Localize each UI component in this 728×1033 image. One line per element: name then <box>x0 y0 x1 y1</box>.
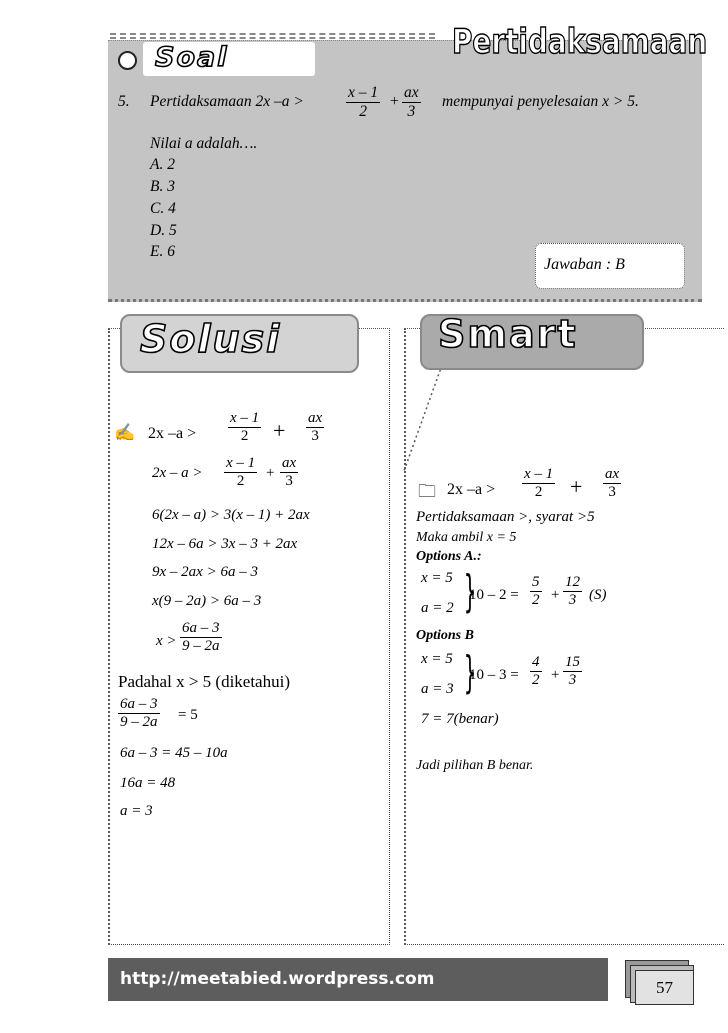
smart-option-b-frac1: $\frac{4}{2}$ <box>532 654 540 689</box>
smart-eq-frac2: $\frac{ax}{3}$ <box>605 466 620 501</box>
solusi-line-8: 6a – 3 = 45 – 10a <box>120 745 228 761</box>
solusi-line-2: 6(2x – a) > 3(x – 1) + 2ax <box>152 507 310 523</box>
smart-option-b-result: 7 = 7(benar) <box>421 711 499 727</box>
folder-icon: 🗀 <box>418 481 436 501</box>
solusi-line-9: 16a = 48 <box>120 775 176 791</box>
option-c: C. 4 <box>150 200 176 217</box>
smart-option-b-plus: + <box>551 667 560 683</box>
smart-option-b-lhs: 10 – 3 = <box>469 667 519 683</box>
footer-url[interactable]: http://meetabied.wordpress.com <box>108 958 608 1001</box>
smart-option-a-lhs: 10 – 2 = <box>469 587 519 603</box>
soal-title: Soal <box>155 42 229 73</box>
smart-option-a-a: a = 2 <box>421 600 454 616</box>
bullet-circle-icon <box>118 51 137 70</box>
solusi-l0-frac1: $\frac{x - 1}{2}$ <box>230 410 260 445</box>
smart-eq-plus: + <box>570 474 583 499</box>
option-a-brace-icon: } <box>463 566 477 617</box>
option-d: D. 5 <box>150 222 177 239</box>
smart-option-a-frac2: $\frac{12}{3}$ <box>565 574 580 609</box>
smart-note-1: Pertidaksamaan >, syarat >5 <box>416 509 595 525</box>
smart-option-a-tag: (S) <box>589 587 607 603</box>
answer-box: Jawaban : B <box>535 243 685 289</box>
solusi-line-5: x(9 – 2a) > 6a – 3 <box>152 593 262 609</box>
solusi-l1-plus: + <box>266 465 275 481</box>
solusi-l0-plus: + <box>273 418 286 443</box>
writing-hand-icon: ✍ <box>114 423 136 442</box>
option-b-brace-icon: } <box>463 647 477 698</box>
solusi-line-3: 12x – 6a > 3x – 3 + 2ax <box>152 536 298 552</box>
question-fraction-2: $\frac{ax}{3}$ <box>404 84 419 120</box>
solusi-padahal: Padahal x > 5 (diketahui) <box>118 672 290 691</box>
solusi-l6-lhs: x > <box>156 633 177 649</box>
smart-option-b-label: Options B <box>416 628 474 643</box>
solusi-l1-frac1: $\frac{x - 1}{2}$ <box>226 455 256 490</box>
header-dashed-line <box>110 33 435 39</box>
smart-option-b-a: a = 3 <box>421 681 454 697</box>
solusi-l1-frac2: $\frac{ax}{3}$ <box>282 455 297 490</box>
topic-title: Pertidaksamaan <box>452 22 708 62</box>
solusi-l0-lhs: 2x –a > <box>148 425 197 442</box>
solusi-line-4: 9x – 2ax > 6a – 3 <box>152 564 258 580</box>
question-stem-end: mempunyai penyelesaian x > 5. <box>442 93 639 110</box>
smart-conclusion: Jadi pilihan B benar. <box>416 758 534 773</box>
smart-option-a-plus: + <box>551 587 560 603</box>
smart-option-b-frac2: $\frac{15}{3}$ <box>565 654 580 689</box>
question-plus: + <box>390 93 399 110</box>
solusi-l0-frac2: $\frac{ax}{3}$ <box>308 410 323 445</box>
option-e: E. 6 <box>150 243 175 260</box>
smart-note-2: Maka ambil x = 5 <box>416 530 517 545</box>
option-b: B. 3 <box>150 178 175 195</box>
solusi-title: Solusi <box>140 317 282 361</box>
question-line2: Nilai a adalah…. <box>150 135 258 152</box>
question-stem-start: Pertidaksamaan 2x –a > <box>150 93 304 110</box>
smart-eq-lhs: 2x –a > <box>447 481 496 498</box>
panel-divider-dotted-line <box>398 363 446 473</box>
solusi-l1-lhs: 2x – a > <box>152 465 203 481</box>
smart-eq-frac1: $\frac{x - 1}{2}$ <box>524 466 554 501</box>
question-number: 5. <box>118 93 130 110</box>
smart-option-a-label: Options A.: <box>416 549 482 564</box>
option-a: A. 2 <box>150 156 175 173</box>
smart-option-a-frac1: $\frac{5}{2}$ <box>532 574 540 609</box>
solusi-l7-frac: $\frac{6a - 3}{9 - 2a}$ <box>120 696 158 731</box>
page-number: 57 <box>635 970 694 1005</box>
smart-title: Smart <box>438 312 578 356</box>
solusi-line-10: a = 3 <box>120 803 153 819</box>
solusi-l6-frac: $\frac{6a - 3}{9 - 2a}$ <box>182 620 220 655</box>
smart-option-b-x: x = 5 <box>421 651 453 667</box>
question-fraction-1: $\frac{x - 1}{2}$ <box>348 84 379 120</box>
smart-option-a-x: x = 5 <box>421 570 453 586</box>
solusi-l7-rhs: = 5 <box>178 707 198 723</box>
